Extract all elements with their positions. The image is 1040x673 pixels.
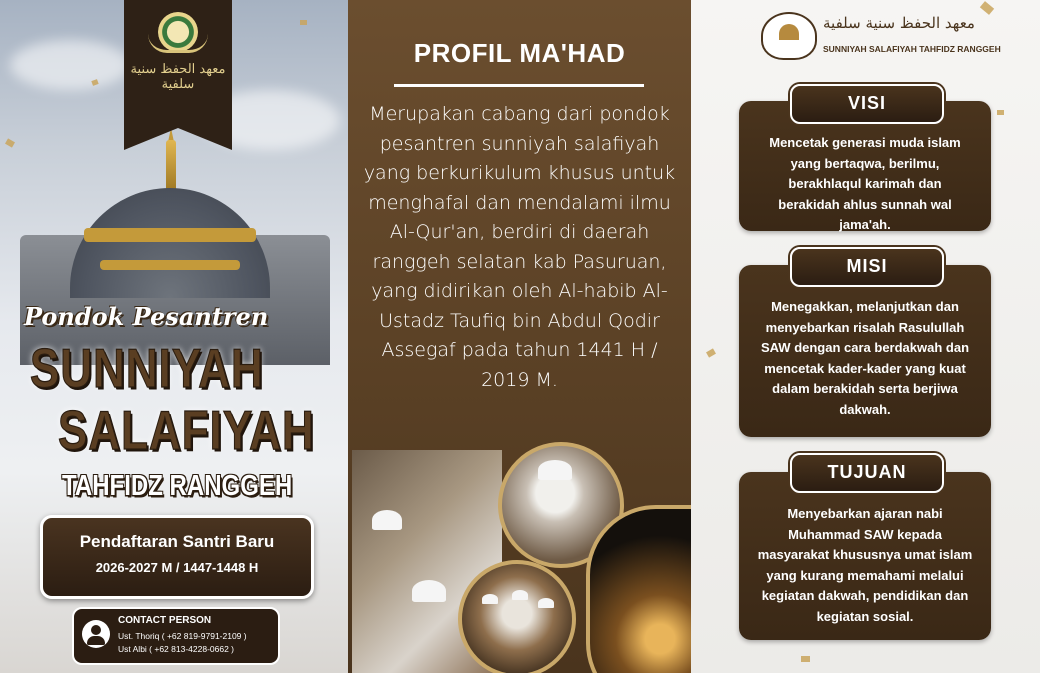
photo-students-group (458, 560, 576, 673)
contact-person-1: Ust. Thoriq ( +62 819-9791-2109 ) (118, 631, 247, 641)
visi-text: Mencetak generasi muda islam yang bertaqwa, berilmu, berakhlaqul karimah dan berakidah ahlus sunnah wal jama'ah. (769, 135, 961, 232)
title-divider (394, 84, 644, 87)
middle-panel (348, 0, 691, 673)
right-panel (691, 0, 1040, 673)
cap (538, 460, 572, 480)
pesantren-logo-icon (761, 12, 817, 60)
photo-night-building (586, 505, 691, 673)
logo-wings (148, 34, 208, 53)
registration-year: 2026-2027 M / 1447-1448 H (95, 560, 259, 575)
dome-band (84, 228, 256, 242)
header-arabic-text: معهد الحفظ سنية سلفية (823, 14, 975, 32)
registration-title: Pendaftaran Santri Baru (79, 532, 275, 551)
misi-label: MISI (790, 247, 944, 287)
cap (372, 510, 402, 530)
contact-box (72, 607, 280, 665)
dome-band (100, 260, 240, 270)
gold-flake (706, 348, 716, 357)
misi-card (739, 265, 991, 437)
visi-label: VISI (790, 84, 944, 124)
cap (482, 594, 498, 604)
gold-flake (300, 20, 307, 25)
cloud (10, 40, 130, 90)
script-title: Pondok Pesantren (24, 302, 269, 331)
title-tahfidz-ranggeh: TAHFIDZ RANGGEH (62, 470, 293, 503)
mosque-dome (70, 188, 270, 298)
gold-flake (5, 138, 15, 147)
tujuan-label: TUJUAN (790, 453, 944, 493)
ribbon-arabic-text: معهد الحفظ سنية سلفية (130, 62, 226, 92)
registration-box (40, 515, 314, 599)
gold-flake (997, 110, 1004, 115)
cap (538, 598, 554, 608)
profile-body: Merupakan cabang dari pondok pesantren sunniyah salafiyah yang berkurikulum khusus untuk menghafal dan mendalami ilmu Al-Qur'an, berdiri di daerah ranggeh selatan kab Pasuruan, yang didirikan oleh Al-habib Al-Ustadz Taufiq bin Abdul Qodir Assegaf pada tahun 1441 H / 2019 M. (363, 103, 676, 391)
contact-title: CONTACT PERSON (118, 615, 212, 626)
gold-flake (980, 1, 994, 15)
misi-text: Menegakkan, melanjutkan dan menyebarkan risalah Rasulullah SAW dengan cara berdakwah dan mencetak kader-kader yang kuat dalam berakidah serta berjiwa dakwah. (760, 299, 970, 417)
cap (512, 590, 528, 600)
title-sunniyah: SUNNIYAH (30, 338, 264, 400)
person-icon (82, 620, 110, 648)
tujuan-card (739, 472, 991, 640)
gold-flake (801, 656, 810, 662)
header-subtitle: SUNNIYAH SALAFIYAH TAHFIDZ RANGGEH (823, 44, 1001, 54)
tujuan-text: Menyebarkan ajaran nabi Muhammad SAW kepada masyarakat khususnya umat islam yang kurang memahami melalui kegiatan dakwah, pendidikan dan kegiatan sosial. (757, 506, 973, 624)
contact-person-2: Ust Albi ( +62 813-4228-0662 ) (118, 644, 235, 654)
title-salafiyah: SALAFIYAH (58, 400, 315, 462)
cap (412, 580, 446, 602)
left-panel (0, 0, 348, 673)
profile-title: PROFIL MA'HAD (413, 38, 626, 68)
